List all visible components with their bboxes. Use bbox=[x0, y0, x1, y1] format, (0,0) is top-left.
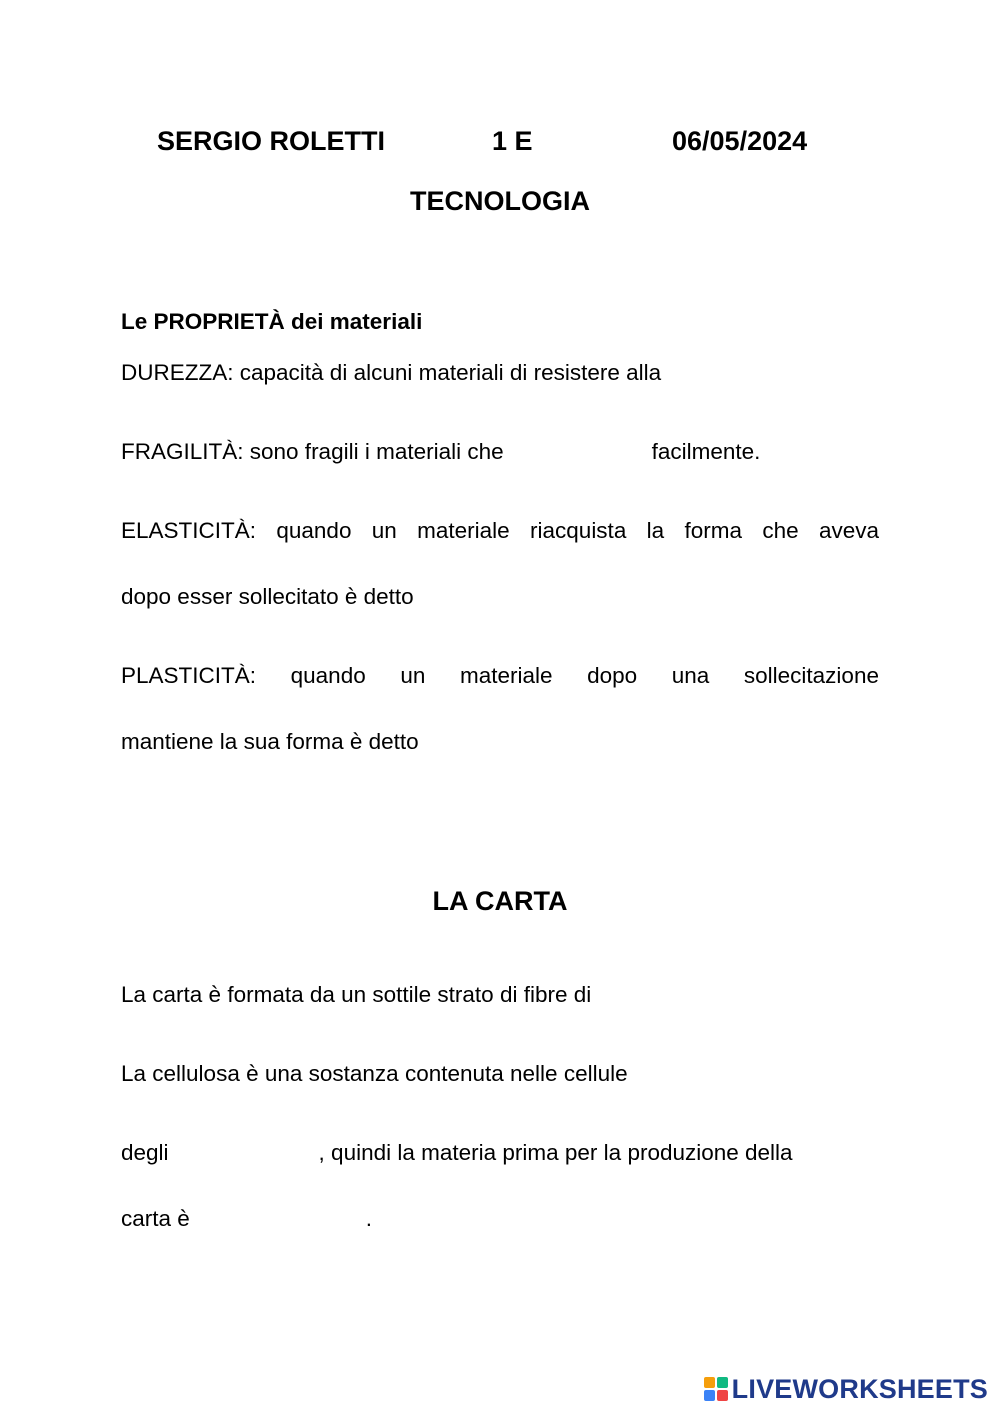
durezza-line: DUREZZA: capacità di alcuni materiali di resistere alla bbox=[121, 360, 662, 385]
student-name: SERGIO ROLETTI bbox=[157, 126, 386, 156]
fragilita-text-a: FRAGILITÀ: sono fragili i materiali che bbox=[121, 439, 504, 464]
fragilita-line bbox=[121, 439, 879, 465]
logo-square bbox=[717, 1377, 728, 1388]
carta-line-4-b: . bbox=[365, 1206, 373, 1231]
carta-line-3-b: , quindi la materia prima per la produzione della bbox=[318, 1140, 793, 1165]
liveworksheets-logo bbox=[704, 1374, 988, 1404]
carta-line-3 bbox=[121, 1140, 879, 1166]
plasticita-word: una bbox=[671, 663, 710, 688]
header-row bbox=[0, 126, 1000, 160]
fragilita-text-b: facilmente. bbox=[651, 439, 761, 464]
plasticita-word: materiale bbox=[459, 663, 553, 688]
plasticita-word: un bbox=[400, 663, 426, 688]
carta-line-1: La carta è formata da un sottile strato di fibre di bbox=[121, 982, 592, 1007]
elasticita-line bbox=[121, 518, 879, 544]
carta-line-4 bbox=[121, 1206, 879, 1232]
elasticita-word: materiale bbox=[417, 518, 510, 543]
section-title-properties: Le PROPRIETÀ dei materiali bbox=[121, 309, 423, 334]
plasticita-word: sollecitazione bbox=[743, 663, 879, 688]
elasticita-word: che bbox=[762, 518, 799, 543]
class-label: 1 E bbox=[492, 126, 533, 156]
logo-square bbox=[717, 1390, 728, 1401]
liveworksheets-brand: LIVEWORKSHEETS bbox=[731, 1373, 988, 1404]
carta-line-4-a: carta è bbox=[121, 1206, 190, 1231]
plasticita-word: dopo bbox=[587, 663, 638, 688]
liveworksheets-grid-icon bbox=[704, 1377, 728, 1401]
subject-title: TECNOLOGIA bbox=[410, 186, 590, 216]
elasticita-word: aveva bbox=[818, 518, 879, 543]
logo-square bbox=[704, 1390, 715, 1401]
elasticita-word: quando bbox=[276, 518, 352, 543]
plasticita-line bbox=[121, 663, 879, 689]
elasticita-word: un bbox=[371, 518, 397, 543]
elasticita-word: la bbox=[646, 518, 665, 543]
section-title-carta: LA CARTA bbox=[432, 886, 568, 916]
elasticita-word: riacquista bbox=[530, 518, 627, 543]
carta-line-2: La cellulosa è una sostanza contenuta nelle cellule bbox=[121, 1061, 628, 1086]
logo-square bbox=[704, 1377, 715, 1388]
elasticita-word: forma bbox=[684, 518, 743, 543]
carta-line-3-a: degli bbox=[121, 1140, 169, 1165]
date-label: 06/05/2024 bbox=[672, 126, 808, 156]
plasticita-word: PLASTICITÀ: bbox=[121, 663, 257, 688]
elasticita-word: ELASTICITÀ: bbox=[121, 518, 257, 543]
plasticita-line-2: mantiene la sua forma è detto bbox=[121, 729, 419, 754]
plasticita-word: quando bbox=[290, 663, 366, 688]
elasticita-line-2: dopo esser sollecitato è detto bbox=[121, 584, 414, 609]
